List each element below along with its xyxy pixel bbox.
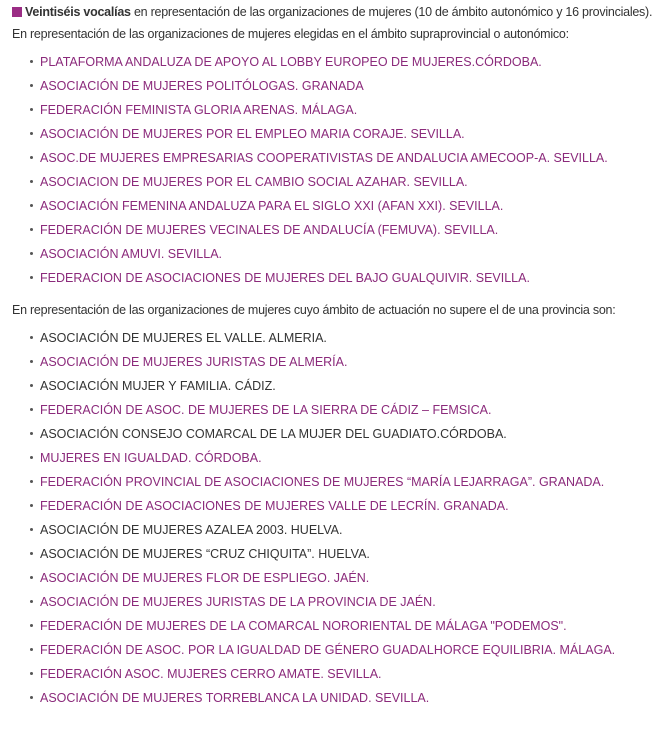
organization-link[interactable]: ASOCIACIÓN DE MUJERES JURISTAS DE ALMERÍA. [40,355,348,369]
organization-link[interactable]: FEDERACIÓN DE MUJERES DE LA COMARCAL NORORIENTAL DE MÁLAGA "PODEMOS". [40,619,567,633]
bullet-icon [30,672,33,675]
organization-name: ASOCIACIÓN DE MUJERES “CRUZ CHIQUITA”. HUELVA. [40,547,370,561]
organization-link[interactable]: MUJERES EN IGUALDAD. CÓRDOBA. [40,451,262,465]
list-item [30,518,661,542]
bullet-icon [30,84,33,87]
bullet-icon [30,528,33,531]
organization-name: ASOCIACIÓN DE MUJERES EL VALLE. ALMERIA. [40,331,327,345]
bullet-icon [30,108,33,111]
intro-paragraph [12,4,661,20]
list-item [30,170,661,194]
organization-link[interactable]: FEDERACIÓN DE ASOC. DE MUJERES DE LA SIERRA DE CÁDIZ – FEMSICA. [40,403,492,417]
list-item [30,662,661,686]
list-item [30,194,661,218]
bullet-icon [30,60,33,63]
list-item [30,590,661,614]
organization-link[interactable]: PLATAFORMA ANDALUZA DE APOYO AL LOBBY EUROPEO DE MUJERES.CÓRDOBA. [40,55,542,69]
bullet-icon [30,384,33,387]
bullet-icon [30,624,33,627]
list-item [30,422,661,446]
list-item [30,374,661,398]
list-item [30,350,661,374]
provincial-organizations-list [12,326,661,710]
intro-text: en representación de las organizaciones de mujeres (10 de ámbito autonómico y 16 provinciales). [130,5,653,19]
list-item [30,614,661,638]
list-item [30,398,661,422]
organization-link[interactable]: ASOCIACIÓN DE MUJERES POLITÓLOGAS. GRANADA [40,79,364,93]
list-item [30,146,661,170]
organization-link[interactable]: ASOCIACIÓN DE MUJERES FLOR DE ESPLIEGO. JAÉN. [40,571,370,585]
square-bullet-icon [12,7,22,17]
list-item [30,638,661,662]
organization-link[interactable]: ASOCIACIÓN DE MUJERES TORREBLANCA LA UNIDAD. SEVILLA. [40,691,430,705]
organization-link[interactable]: ASOCIACION DE MUJERES POR EL CAMBIO SOCIAL AZAHAR. SEVILLA. [40,175,468,189]
bullet-icon [30,252,33,255]
organization-link[interactable]: ASOCIACIÓN FEMENINA ANDALUZA PARA EL SIGLO XXI (AFAN XXI). SEVILLA. [40,199,504,213]
bullet-icon [30,276,33,279]
list-item [30,494,661,518]
bullet-icon [30,228,33,231]
bullet-icon [30,552,33,555]
bullet-icon [30,432,33,435]
organization-link[interactable]: ASOC.DE MUJERES EMPRESARIAS COOPERATIVISTAS DE ANDALUCIA AMECOOP-A. SEVILLA. [40,151,608,165]
bullet-icon [30,408,33,411]
organization-link[interactable]: FEDERACIÓN DE ASOCIACIONES DE MUJERES VALLE DE LECRÍN. GRANADA. [40,499,509,513]
list-item [30,446,661,470]
bullet-icon [30,156,33,159]
autonomic-organizations-list [12,50,661,290]
list-item [30,470,661,494]
organization-link[interactable]: FEDERACIÓN DE ASOC. POR LA IGUALDAD DE GÉNERO GUADALHORCE EQUILIBRIA. MÁLAGA. [40,643,616,657]
list-item [30,542,661,566]
list-item [30,218,661,242]
organization-name: ASOCIACIÓN MUJER Y FAMILIA. CÁDIZ. [40,379,276,393]
list-item [30,98,661,122]
organization-link[interactable]: FEDERACIÓN ASOC. MUJERES CERRO AMATE. SEVILLA. [40,667,382,681]
organization-link[interactable]: FEDERACION DE ASOCIACIONES DE MUJERES DEL BAJO GUALQUIVIR. SEVILLA. [40,271,530,285]
bullet-icon [30,576,33,579]
organization-name: ASOCIACIÓN CONSEJO COMARCAL DE LA MUJER DEL GUADIATO.CÓRDOBA. [40,427,507,441]
organization-name: ASOCIACIÓN DE MUJERES AZALEA 2003. HUELVA. [40,523,343,537]
bullet-icon [30,480,33,483]
list-item [30,686,661,710]
organization-link[interactable]: FEDERACIÓN FEMINISTA GLORIA ARENAS. MÁLAGA. [40,103,358,117]
organization-link[interactable]: ASOCIACIÓN DE MUJERES JURISTAS DE LA PROVINCIA DE JAÉN. [40,595,436,609]
bullet-icon [30,336,33,339]
intro-bold: Veintiséis vocalías [25,5,131,19]
list-item [30,326,661,350]
organization-link[interactable]: ASOCIACIÓN DE MUJERES POR EL EMPLEO MARIA CORAJE. SEVILLA. [40,127,465,141]
bullet-icon [30,504,33,507]
organization-link[interactable]: ASOCIACIÓN AMUVI. SEVILLA. [40,247,223,261]
bullet-icon [30,456,33,459]
list-item [30,266,661,290]
organization-link[interactable]: FEDERACIÓN PROVINCIAL DE ASOCIACIONES DE MUJERES “MARÍA LEJARRAGA”. GRANADA. [40,475,605,489]
list-item [30,242,661,266]
section1-heading: En representación de las organizaciones de mujeres elegidas en el ámbito supraprovincial o autonómico: [12,27,569,41]
bullet-icon [30,600,33,603]
bullet-icon [30,204,33,207]
list-item [30,566,661,590]
list-item [30,50,661,74]
list-item [30,122,661,146]
bullet-icon [30,648,33,651]
bullet-icon [30,696,33,699]
organization-link[interactable]: FEDERACIÓN DE MUJERES VECINALES DE ANDALUCÍA (FEMUVA). SEVILLA. [40,223,499,237]
list-item [30,74,661,98]
bullet-icon [30,360,33,363]
section2-heading: En representación de las organizaciones de mujeres cuyo ámbito de actuación no supere el de una provincia son: [12,303,616,317]
bullet-icon [30,180,33,183]
bullet-icon [30,132,33,135]
